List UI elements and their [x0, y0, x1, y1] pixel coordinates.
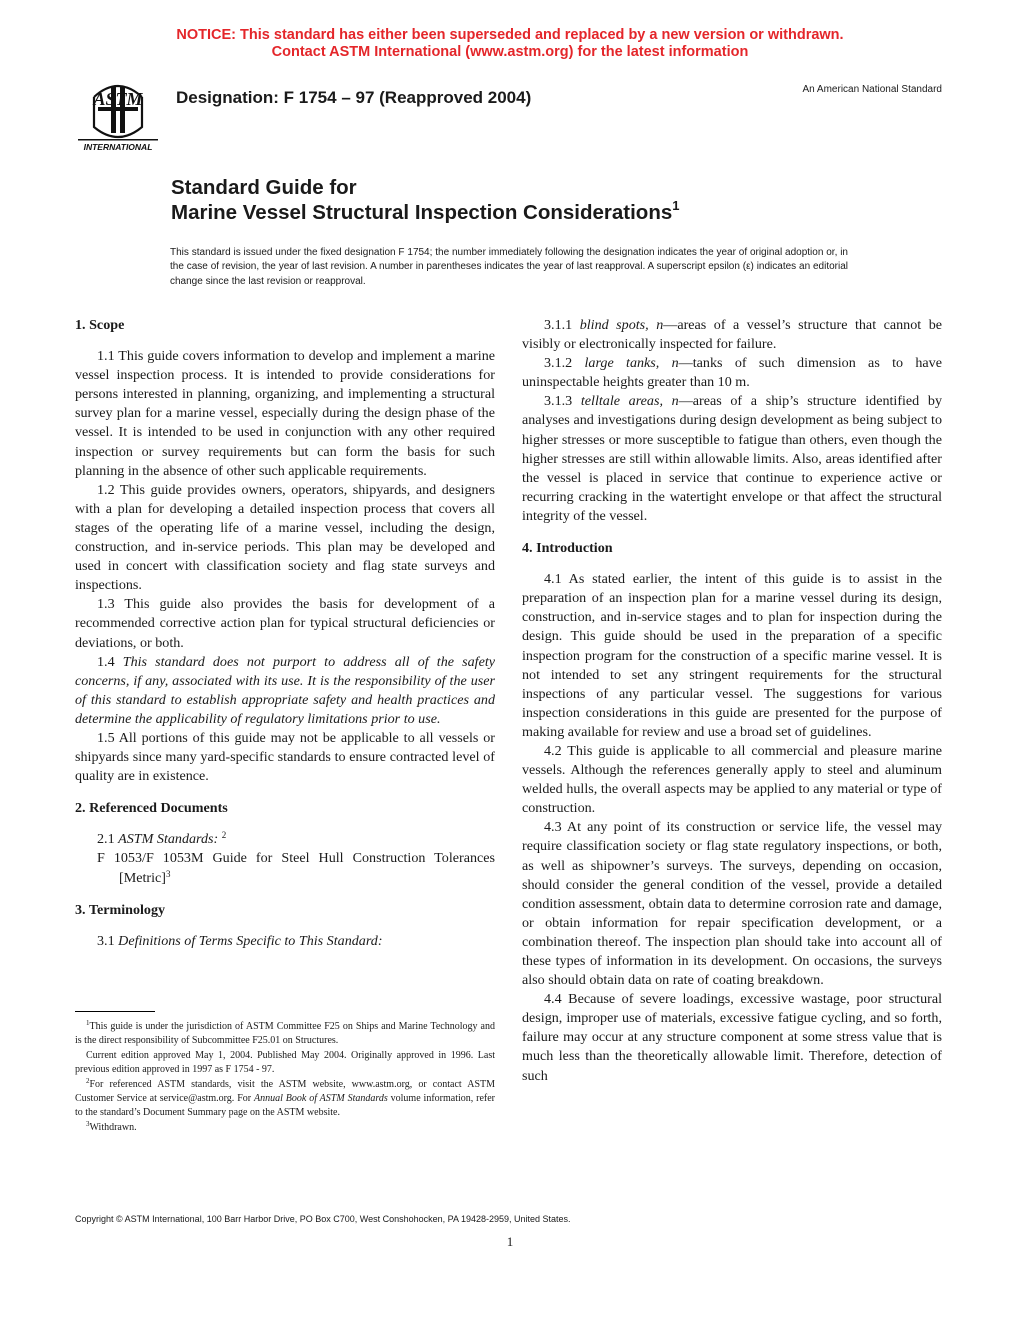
section-1-heading: 1. Scope: [75, 317, 125, 333]
footnote-2-italic: Annual Book of ASTM Standards: [253, 1093, 388, 1105]
para-4-3: 4.3 At any point of its construction or service life, the vessel may require classification society or flag state regulatory inspections, or both, as well as shipowner’s surveys. The surveys, depending on occasion, should consider the general condition of the vessel, provide a detailed condition assessment, obtain data to determine corrosion rate and damage, or obtain information for repair specification development, or a combination thereof. The inspection plan should take into account all of these types of information in its development. On occasions, the surveys also should obtain data on rate of coating breakdown.: [522, 819, 942, 989]
para-2-1-number: 2.1: [97, 831, 119, 848]
footnote-3-text: Withdrawn.: [89, 1121, 137, 1133]
para-3-1: [75, 932, 495, 951]
definition-text: —tanks of such dimension as to have uninspectable heights greater than 10 m.: [522, 355, 942, 391]
para-1-4-text: This standard does not purport to address all of the safety concerns, if any, associated with its use. It is the responsibility of the user of this standard to establish appropriate safety and health practices and determine the applicability of regulatory limitations prior to use.: [75, 653, 495, 727]
notice-line-2: Contact ASTM International (www.astm.org) for the latest information: [271, 44, 749, 60]
para-1-4-number: 1.4: [97, 653, 123, 670]
right-column: [522, 316, 942, 1086]
para-1-4: [75, 653, 495, 729]
notice-line-1: NOTICE: This standard has either been superseded and replaced by a new version or withdrawn.: [176, 27, 844, 43]
section-2-heading: 2. Referenced Documents: [75, 800, 228, 817]
definition-term: telltale areas, n: [580, 393, 679, 410]
title-line-2-text: Marine Vessel Structural Inspection Considerations: [171, 201, 673, 224]
logo-subtext: INTERNATIONAL: [83, 142, 153, 152]
footnote-3: [75, 1121, 495, 1135]
para-1-5: 1.5 All portions of this guide may not be applicable to all vessels or shipyards since many yard-specific standards to ensure contracted level of quality are in existence.: [75, 729, 495, 785]
definition-telltale-areas: [522, 392, 942, 526]
reference-f1053-text: F 1053/F 1053M Guide for Steel Hull Construction Tolerances [Metric]: [97, 850, 495, 886]
definition-number: 3.1.3: [544, 393, 581, 410]
footnote-divider: [75, 1011, 155, 1012]
definition-blind-spots: [522, 316, 942, 354]
title-line-1: Standard Guide for: [171, 176, 357, 199]
para-4-4: 4.4 Because of severe loadings, excessive wastage, poor structural design, improper use of materials, excessive fatigue cycling, and so forth, failure may occur at any structure component at some stress value that is much less than the theoretically allowable limit. Therefore, detection of such: [522, 991, 942, 1084]
footnote-2-text-b: volume information, refer to the standard’s Document Summary page on the ASTM website.: [75, 1093, 495, 1119]
footnote-1: [75, 1020, 495, 1049]
reference-f1053: [75, 849, 495, 887]
section-4-heading: 4. Introduction: [522, 540, 613, 557]
footnote-1-edition: Current edition approved May 1, 2004. Published May 2004. Originally approved in 1996. Last previous edition approved in 1997 as F 1754 - 97.: [75, 1049, 495, 1076]
document-title: [171, 175, 679, 225]
para-2-1-footnote-ref: 2: [221, 830, 227, 841]
para-4-1: 4.1 As stated earlier, the intent of this guide is to assist in the preparation of an inspection plan for a marine vessel during its design, construction, and in-service stages and to plan for inspection during the design. This guide should be used in the preparation of a specific inspection program for the construction of a specific marine vessel. It is not intended to set any stringent requirements for the structural inspections of any particular vessel. The suggestions for various inspection considerations in this guide are presented for the purpose of making available for review and use a broad set of guidelines.: [522, 571, 942, 740]
footnote-2-marker: 2: [86, 1076, 90, 1085]
footnotes: [75, 1020, 495, 1135]
title-line-2: [171, 200, 679, 225]
footnote-1-text: This guide is under the jurisdiction of ASTM Committee F25 on Ships and Marine Technology and is the direct responsibility of Subcommittee F25.01 on Structures.: [75, 1021, 495, 1047]
logo-text: ASTM: [93, 89, 143, 109]
para-1-2: 1.2 This guide provides owners, operators, shipyards, and designers with a plan for developing a detailed inspection process that covers all stages of the operating life of a marine vessel, including the design, construction, and in-service periods. This plan may be developed and used in concert with classification society and flag state surveys and inspections.: [75, 481, 495, 594]
para-3-1-number: 3.1: [97, 932, 119, 949]
para-3-1-text: Definitions of Terms Specific to This Standard:: [118, 932, 383, 949]
reference-f1053-footnote-ref: 3: [165, 868, 171, 879]
para-1-1: 1.1 This guide covers information to develop and implement a marine vessel inspection process. It is intended to provide considerations for persons interested in planning, organizing, and implementing a structural survey plan for a marine vessel, especially during the design phase of the vessel. It is intended to be used in conjunction with any other required inspection or survey requirements but can form the basis for such planning in the absence of other such applicable requirements.: [75, 348, 495, 479]
designation: Designation: F 1754 – 97 (Reapproved 2004): [176, 88, 532, 107]
american-national-standard: An American National Standard: [802, 84, 942, 95]
definition-term: blind spots, n: [579, 317, 664, 333]
para-4-2: 4.2 This guide is applicable to all commercial and pleasure marine vessels. Although the references generally apply to steel and aluminum welded hulls, the overall aspects may be applied to any material or type of construction.: [522, 742, 942, 817]
definition-number: 3.1.2: [544, 355, 585, 372]
footnote-1-marker: 1: [86, 1019, 90, 1027]
definition-text: —areas of a vessel’s structure that cannot be visibly or electronically inspected for failure.: [522, 317, 942, 353]
para-2-1-text: ASTM Standards:: [118, 831, 219, 848]
definition-number: 3.1.1: [544, 317, 580, 333]
footnote-2: [75, 1078, 495, 1121]
page-number: 1: [506, 1234, 514, 1249]
title-footnote-ref: 1: [672, 198, 680, 213]
astm-logo-icon: [74, 77, 162, 153]
definition-large-tanks: [522, 354, 942, 392]
footnote-2-text-a: For referenced ASTM standards, visit the ASTM website, www.astm.org, or contact ASTM Customer Service at service@astm.org. For: [75, 1078, 495, 1105]
section-3-heading: 3. Terminology: [75, 901, 166, 918]
para-2-1: [75, 830, 495, 849]
para-1-3: 1.3 This guide also provides the basis for development of a recommended corrective action plan for typical structural deficiencies or deviations, or both.: [75, 596, 495, 651]
footnote-3-marker: 3: [86, 1119, 90, 1128]
supersede-notice: [0, 27, 1020, 61]
left-column: [75, 316, 495, 951]
issued-note: This standard is issued under the fixed designation F 1754; the number immediately following the designation indicates the year of original adoption or, in the case of revision, the year of last revision. A number in parentheses indicates the year of last reapproval. A superscript epsilon (ε) indicates an editorial change since the last revision or reapproval.: [170, 247, 848, 287]
definition-text: —areas of a ship’s structure identified by analyses and investigations during design development as being subject to higher stresses or more susceptible to fatigue than others, even though the higher stresses are still within allowable limits. Also, areas identified after the vessel is placed in service that continue to experience active or recurring cracking in the watertight envelope or that affect the structural integrity of the vessel.: [522, 393, 942, 524]
definition-term: large tanks, n: [584, 355, 679, 372]
copyright: Copyright © ASTM International, 100 Barr Harbor Drive, PO Box C700, West Conshohocken, PA 19428-2959, United States.: [75, 1214, 571, 1224]
